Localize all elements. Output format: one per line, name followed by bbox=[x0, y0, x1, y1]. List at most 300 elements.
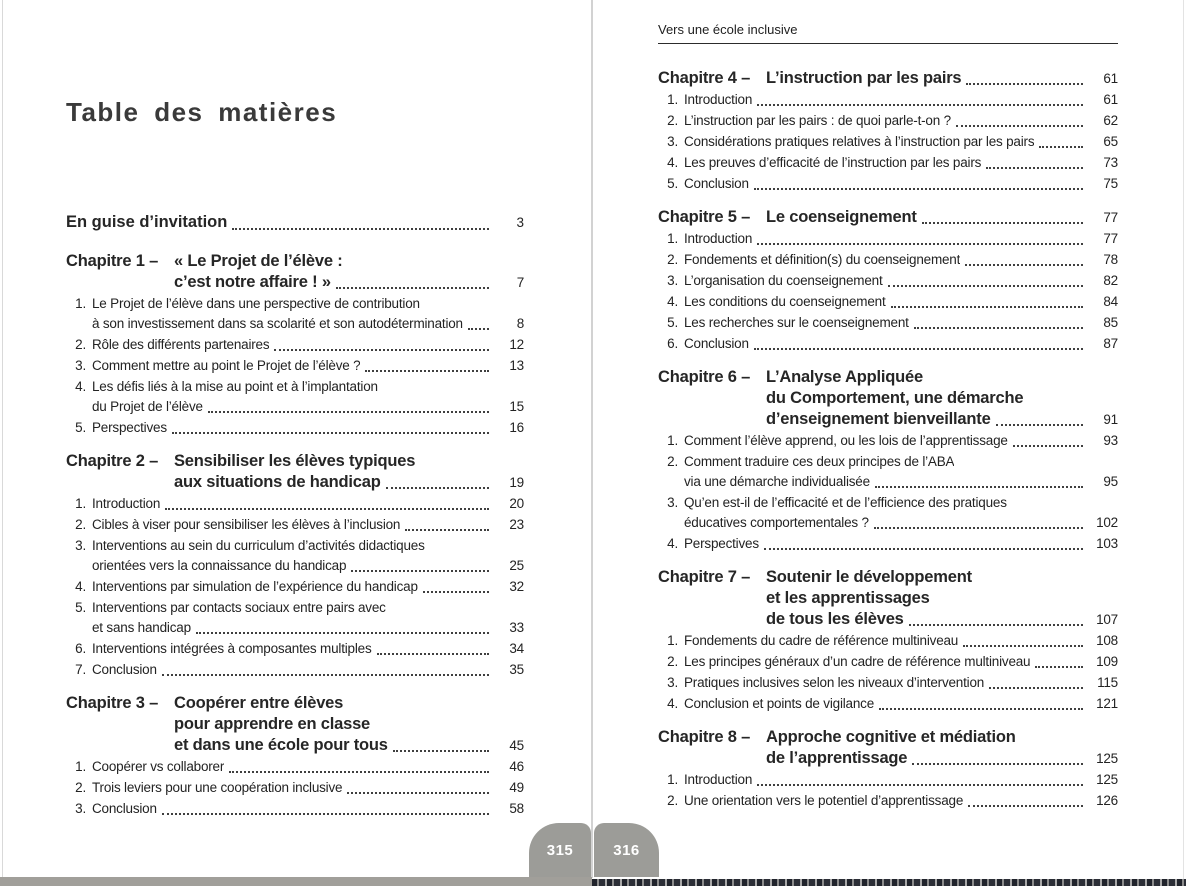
toc-item-line bbox=[658, 452, 1118, 472]
dot-leader bbox=[386, 487, 489, 489]
page-tab-left-number: 315 bbox=[546, 841, 574, 859]
dot-leader bbox=[891, 306, 1084, 308]
toc-item bbox=[66, 577, 524, 597]
item-text: via une démarche individualisée bbox=[684, 474, 870, 489]
right-chapter-list bbox=[658, 68, 1118, 811]
item-text: Une orientation vers le potentiel d’apprentissage bbox=[684, 793, 964, 808]
toc-item-line bbox=[66, 577, 524, 597]
item-text: Introduction bbox=[684, 231, 753, 246]
toc-item bbox=[658, 452, 1118, 492]
item-number: 1. bbox=[667, 633, 678, 648]
dot-leader bbox=[986, 167, 1083, 169]
toc-item bbox=[66, 598, 524, 638]
toc-item-line bbox=[658, 694, 1118, 714]
dot-leader bbox=[914, 327, 1083, 329]
item-text: Interventions par contacts sociaux entre pairs avec bbox=[92, 600, 386, 615]
chapter-title: « Le Projet de l’élève : bbox=[174, 252, 343, 270]
chapter-heading-line bbox=[658, 567, 1118, 588]
toc-item bbox=[66, 294, 524, 334]
item-text: Comment mettre au point le Projet de l’élève ? bbox=[92, 358, 361, 373]
page-number: 61 bbox=[1103, 71, 1118, 86]
page-number: 35 bbox=[509, 662, 524, 677]
item-text: Conclusion bbox=[684, 336, 749, 351]
toc-item-line bbox=[658, 90, 1118, 110]
item-number: 2. bbox=[667, 654, 678, 669]
dot-leader bbox=[229, 771, 489, 773]
chapter-heading-line bbox=[66, 714, 524, 735]
toc-item bbox=[66, 377, 524, 417]
item-number: 5. bbox=[667, 176, 678, 191]
chapter-title: et les apprentissages bbox=[766, 589, 930, 607]
dot-leader bbox=[274, 349, 489, 351]
toc-item-line bbox=[658, 673, 1118, 693]
chapter-title: L’Analyse Appliquée bbox=[766, 368, 923, 386]
page-right bbox=[658, 0, 1118, 811]
item-text: du Projet de l’élève bbox=[92, 399, 203, 414]
item-text: L’instruction par les pairs : de quoi parle-t-on ? bbox=[684, 113, 951, 128]
item-number: 1. bbox=[667, 231, 678, 246]
page-number: 19 bbox=[509, 475, 524, 490]
toc-item-line bbox=[658, 513, 1118, 533]
item-number: 4. bbox=[75, 379, 86, 394]
chapter-label: Chapitre 7 – bbox=[658, 568, 751, 586]
toc-item bbox=[66, 778, 524, 798]
chapter-title: pour apprendre en classe bbox=[174, 715, 371, 733]
item-text: Interventions au sein du curriculum d’activités didactiques bbox=[92, 538, 425, 553]
chapter-heading-line bbox=[66, 251, 524, 272]
toc-item bbox=[658, 174, 1118, 194]
chapter-heading-line bbox=[658, 68, 1118, 89]
item-text: Perspectives bbox=[684, 536, 759, 551]
chapter-title: d’enseignement bienveillante bbox=[766, 410, 991, 428]
item-number: 4. bbox=[667, 536, 678, 551]
page-number: 34 bbox=[509, 641, 524, 656]
dot-leader bbox=[989, 687, 1083, 689]
chapter-label: Chapitre 3 – bbox=[66, 694, 159, 712]
toc-item-line bbox=[658, 334, 1118, 354]
chapter-block bbox=[66, 251, 524, 438]
toc-item-line bbox=[66, 799, 524, 819]
toc-item-line bbox=[658, 493, 1118, 513]
item-text: Qu’en est-il de l’efficacité et de l’efficience des pratiques bbox=[684, 495, 1007, 510]
item-number: 3. bbox=[667, 134, 678, 149]
item-text: à son investissement dans sa scolarité et son autodétermination bbox=[92, 316, 463, 331]
toc-item bbox=[66, 757, 524, 777]
chapter-label: Chapitre 4 – bbox=[658, 69, 751, 87]
dot-leader bbox=[764, 548, 1083, 550]
item-number: 3. bbox=[667, 273, 678, 288]
toc-item bbox=[658, 292, 1118, 312]
toc-item-line bbox=[658, 652, 1118, 672]
page-number: 62 bbox=[1103, 113, 1118, 128]
dot-leader bbox=[996, 424, 1083, 426]
item-number: 3. bbox=[75, 358, 86, 373]
page-number: 23 bbox=[509, 517, 524, 532]
left-chapter-list bbox=[66, 251, 524, 819]
toc-item bbox=[66, 418, 524, 438]
toc-item bbox=[658, 431, 1118, 451]
toc-item-line bbox=[658, 153, 1118, 173]
toc-item-line bbox=[658, 292, 1118, 312]
item-text: Les preuves d’efficacité de l’instruction par les pairs bbox=[684, 155, 982, 170]
item-text: Conclusion bbox=[92, 801, 157, 816]
dot-leader bbox=[757, 784, 1083, 786]
chapter-heading-line bbox=[66, 451, 524, 472]
chapter-block bbox=[658, 567, 1118, 714]
item-number: 1. bbox=[667, 772, 678, 787]
chapter-title: Soutenir le développement bbox=[766, 568, 972, 586]
page-number: 73 bbox=[1103, 155, 1118, 170]
page-number: 107 bbox=[1096, 612, 1118, 627]
dot-leader bbox=[879, 708, 1083, 710]
toc-item bbox=[658, 111, 1118, 131]
page-number: 3 bbox=[516, 215, 524, 230]
item-number: 2. bbox=[75, 517, 86, 532]
toc-item-line bbox=[658, 472, 1118, 492]
toc-item bbox=[658, 90, 1118, 110]
page-number: 16 bbox=[509, 420, 524, 435]
item-text: Conclusion bbox=[92, 662, 157, 677]
item-text: Rôle des différents partenaires bbox=[92, 337, 270, 352]
item-number: 1. bbox=[667, 92, 678, 107]
chapter-heading-line bbox=[66, 272, 524, 293]
toc-item bbox=[658, 271, 1118, 291]
item-text: Les défis liés à la mise au point et à l’implantation bbox=[92, 379, 378, 394]
item-text: Trois leviers pour une coopération inclusive bbox=[92, 780, 343, 795]
item-text: Comment traduire ces deux principes de l’ABA bbox=[684, 454, 955, 469]
page-tab-right bbox=[594, 823, 659, 877]
item-text: et sans handicap bbox=[92, 620, 191, 635]
page-number: 121 bbox=[1096, 696, 1118, 711]
dot-leader bbox=[757, 104, 1083, 106]
dot-leader bbox=[423, 591, 489, 593]
chapter-block bbox=[658, 727, 1118, 811]
page-gutter-line bbox=[591, 0, 593, 878]
item-text: Pratiques inclusives selon les niveaux d’intervention bbox=[684, 675, 985, 690]
dot-leader bbox=[909, 624, 1083, 626]
item-text: Conclusion bbox=[684, 176, 749, 191]
dot-leader bbox=[968, 805, 1083, 807]
dot-leader bbox=[965, 264, 1083, 266]
item-text: Introduction bbox=[684, 772, 753, 787]
chapter-heading-line bbox=[658, 409, 1118, 430]
chapter-title: c’est notre affaire ! » bbox=[174, 273, 331, 291]
item-text: L’organisation du coenseignement bbox=[684, 273, 883, 288]
item-number: 3. bbox=[667, 495, 678, 510]
dot-leader bbox=[165, 508, 489, 510]
chapter-heading-line bbox=[658, 207, 1118, 228]
dot-leader bbox=[757, 243, 1083, 245]
item-text: éducatives comportementales ? bbox=[684, 515, 869, 530]
dot-leader bbox=[172, 432, 489, 434]
dot-leader bbox=[208, 411, 489, 413]
page-number: 85 bbox=[1103, 315, 1118, 330]
toc-item-line bbox=[658, 271, 1118, 291]
chapter-title: L’instruction par les pairs bbox=[766, 69, 962, 87]
chapter-heading-line bbox=[658, 367, 1118, 388]
toc-item bbox=[66, 515, 524, 535]
chapter-block bbox=[658, 68, 1118, 194]
item-number: 3. bbox=[75, 538, 86, 553]
toc-item bbox=[658, 153, 1118, 173]
page-number: 125 bbox=[1096, 751, 1118, 766]
toc-item-line bbox=[66, 335, 524, 355]
dot-leader bbox=[956, 125, 1083, 127]
page-number: 103 bbox=[1096, 536, 1118, 551]
toc-item-line bbox=[658, 250, 1118, 270]
toc-item-line bbox=[658, 132, 1118, 152]
chapter-title: et dans une école pour tous bbox=[174, 736, 388, 754]
page-number: 109 bbox=[1096, 654, 1118, 669]
item-number: 2. bbox=[667, 454, 678, 469]
page-number: 78 bbox=[1103, 252, 1118, 267]
page-number: 33 bbox=[509, 620, 524, 635]
page-number: 115 bbox=[1097, 675, 1118, 690]
item-number: 1. bbox=[75, 496, 86, 511]
item-number: 7. bbox=[75, 662, 86, 677]
toc-item bbox=[66, 494, 524, 514]
page-number: 91 bbox=[1103, 412, 1118, 427]
toc-item bbox=[658, 229, 1118, 249]
dot-leader bbox=[347, 792, 489, 794]
item-text: Les recherches sur le coenseignement bbox=[684, 315, 909, 330]
toc-item-line bbox=[66, 598, 524, 618]
chapter-title: aux situations de handicap bbox=[174, 473, 381, 491]
chapter-block bbox=[658, 207, 1118, 354]
toc-item-line bbox=[658, 534, 1118, 554]
chapter-title: du Comportement, une démarche bbox=[766, 389, 1024, 407]
toc-item-line bbox=[66, 757, 524, 777]
running-header-text: Vers une école inclusive bbox=[658, 22, 798, 37]
dot-leader bbox=[196, 632, 489, 634]
dot-leader bbox=[874, 527, 1083, 529]
page-number: 87 bbox=[1103, 336, 1118, 351]
chapter-label: Chapitre 1 – bbox=[66, 252, 159, 270]
item-number: 5. bbox=[75, 600, 86, 615]
page-number: 75 bbox=[1103, 176, 1118, 191]
item-number: 1. bbox=[75, 759, 86, 774]
toc-item-line bbox=[658, 111, 1118, 131]
dot-leader bbox=[1035, 666, 1083, 668]
toc-item-line bbox=[658, 313, 1118, 333]
item-number: 2. bbox=[667, 252, 678, 267]
item-text: Introduction bbox=[92, 496, 161, 511]
dot-leader bbox=[963, 645, 1083, 647]
item-text: Coopérer vs collaborer bbox=[92, 759, 225, 774]
toc-item-line bbox=[658, 229, 1118, 249]
page-number: 95 bbox=[1103, 474, 1118, 489]
item-number: 2. bbox=[667, 113, 678, 128]
toc-item bbox=[658, 694, 1118, 714]
toc-entry-front bbox=[66, 211, 524, 234]
dot-leader bbox=[405, 529, 489, 531]
chapter-heading-line bbox=[658, 748, 1118, 769]
item-text: Introduction bbox=[684, 92, 753, 107]
dot-leader bbox=[393, 750, 489, 752]
dot-leader bbox=[888, 285, 1084, 287]
toc-item-line bbox=[658, 431, 1118, 451]
item-number: 3. bbox=[667, 675, 678, 690]
dot-leader bbox=[365, 370, 489, 372]
chapter-label: Chapitre 5 – bbox=[658, 208, 751, 226]
page-number: 13 bbox=[509, 358, 524, 373]
toc-item-line bbox=[66, 556, 524, 576]
dot-leader bbox=[377, 653, 489, 655]
item-number: 4. bbox=[667, 696, 678, 711]
chapter-heading-line bbox=[66, 735, 524, 756]
dot-leader bbox=[336, 287, 489, 289]
item-number: 3. bbox=[75, 801, 86, 816]
page-number: 84 bbox=[1103, 294, 1118, 309]
chapter-title: Le coenseignement bbox=[766, 208, 917, 226]
dot-leader bbox=[162, 813, 489, 815]
toc-item-line bbox=[658, 770, 1118, 790]
item-text: Le Projet de l’élève dans une perspective de contribution bbox=[92, 296, 420, 311]
chapter-label: Chapitre 6 – bbox=[658, 368, 751, 386]
item-number: 2. bbox=[75, 780, 86, 795]
item-text: Comment l’élève apprend, ou les lois de l’apprentissage bbox=[684, 433, 1008, 448]
scan-strip-left bbox=[0, 877, 592, 886]
dot-leader bbox=[468, 328, 489, 330]
toc-item-line bbox=[66, 536, 524, 556]
toc-item bbox=[66, 536, 524, 576]
page-number: 126 bbox=[1096, 793, 1118, 808]
page-number: 61 bbox=[1103, 92, 1118, 107]
dot-leader bbox=[875, 486, 1083, 488]
dot-leader bbox=[1039, 146, 1083, 148]
dot-leader bbox=[232, 228, 489, 230]
toc-item-line bbox=[66, 397, 524, 417]
toc-item-line bbox=[66, 778, 524, 798]
toc-item bbox=[658, 250, 1118, 270]
toc-item bbox=[66, 356, 524, 376]
item-text: Interventions par simulation de l’expérience du handicap bbox=[92, 579, 418, 594]
page-number: 108 bbox=[1096, 633, 1118, 648]
chapter-label: Chapitre 2 – bbox=[66, 452, 159, 470]
running-header bbox=[658, 22, 1118, 44]
chapter-title: Coopérer entre élèves bbox=[174, 694, 344, 712]
item-text: Cibles à viser pour sensibiliser les élèves à l’inclusion bbox=[92, 517, 401, 532]
front-entry-label: En guise d’invitation bbox=[66, 213, 228, 231]
chapter-heading-line bbox=[66, 693, 524, 714]
toc-item-line bbox=[66, 618, 524, 638]
page-number: 12 bbox=[509, 337, 524, 352]
item-number: 6. bbox=[75, 641, 86, 656]
item-text: Considérations pratiques relatives à l’instruction par les pairs bbox=[684, 134, 1035, 149]
toc-item bbox=[66, 660, 524, 680]
item-number: 1. bbox=[75, 296, 86, 311]
page-number: 8 bbox=[516, 316, 524, 331]
toc-item bbox=[658, 313, 1118, 333]
page-number: 46 bbox=[509, 759, 524, 774]
toc-item-line bbox=[658, 174, 1118, 194]
page-title: Table des matières bbox=[66, 97, 338, 127]
toc-item-line bbox=[66, 418, 524, 438]
dot-leader bbox=[162, 674, 489, 676]
chapter-title: Approche cognitive et médiation bbox=[766, 728, 1016, 746]
toc-item-line bbox=[66, 314, 524, 334]
page-number: 15 bbox=[509, 399, 524, 414]
chapter-title: Sensibiliser les élèves typiques bbox=[174, 452, 416, 470]
page-number: 25 bbox=[509, 558, 524, 573]
chapter-label: Chapitre 8 – bbox=[658, 728, 751, 746]
toc-item bbox=[66, 335, 524, 355]
toc-item bbox=[658, 534, 1118, 554]
toc-item bbox=[658, 652, 1118, 672]
toc-item bbox=[658, 791, 1118, 811]
chapter-heading-line bbox=[658, 609, 1118, 630]
chapter-block bbox=[66, 451, 524, 680]
toc-item bbox=[66, 799, 524, 819]
page-number: 77 bbox=[1103, 210, 1118, 225]
item-number: 2. bbox=[667, 793, 678, 808]
item-text: Interventions intégrées à composantes multiples bbox=[92, 641, 372, 656]
page-number: 82 bbox=[1103, 273, 1118, 288]
item-number: 2. bbox=[75, 337, 86, 352]
page-number: 58 bbox=[509, 801, 524, 816]
toc-item bbox=[658, 493, 1118, 533]
page-number: 49 bbox=[509, 780, 524, 795]
dot-leader bbox=[754, 348, 1083, 350]
scan-edge-right bbox=[1183, 0, 1184, 886]
dot-leader bbox=[351, 570, 489, 572]
chapter-block bbox=[66, 693, 524, 819]
item-number: 5. bbox=[75, 420, 86, 435]
item-text: Fondements et définition(s) du coenseignement bbox=[684, 252, 961, 267]
item-text: Fondements du cadre de référence multiniveau bbox=[684, 633, 959, 648]
toc-item bbox=[658, 132, 1118, 152]
toc-item bbox=[658, 770, 1118, 790]
chapter-heading-line bbox=[658, 588, 1118, 609]
item-text: Les conditions du coenseignement bbox=[684, 294, 886, 309]
page-number: 93 bbox=[1103, 433, 1118, 448]
toc-item-line bbox=[66, 660, 524, 680]
toc-item-line bbox=[66, 494, 524, 514]
chapter-block bbox=[658, 367, 1118, 554]
dot-leader bbox=[1013, 445, 1083, 447]
toc-item bbox=[658, 673, 1118, 693]
item-number: 4. bbox=[667, 155, 678, 170]
toc-item-line bbox=[658, 631, 1118, 651]
toc-item-line bbox=[66, 294, 524, 314]
chapter-heading-line bbox=[66, 472, 524, 493]
scan-strip-right bbox=[592, 879, 1186, 886]
chapter-heading-line bbox=[658, 388, 1118, 409]
toc-item-line bbox=[66, 515, 524, 535]
page-number: 7 bbox=[516, 275, 524, 290]
item-number: 1. bbox=[667, 433, 678, 448]
page-number: 102 bbox=[1096, 515, 1118, 530]
item-text: Perspectives bbox=[92, 420, 167, 435]
item-text: Conclusion et points de vigilance bbox=[684, 696, 875, 711]
chapter-heading-line bbox=[658, 727, 1118, 748]
page-tab-left bbox=[529, 823, 591, 877]
dot-leader bbox=[966, 83, 1083, 85]
item-number: 5. bbox=[667, 315, 678, 330]
page-number: 77 bbox=[1103, 231, 1118, 246]
page-number: 45 bbox=[509, 738, 524, 753]
scan-edge-left bbox=[2, 0, 3, 886]
page-left bbox=[66, 0, 524, 819]
item-number: 6. bbox=[667, 336, 678, 351]
toc-item bbox=[658, 334, 1118, 354]
page-number: 32 bbox=[509, 579, 524, 594]
toc-item-line bbox=[658, 791, 1118, 811]
page-number: 20 bbox=[509, 496, 524, 511]
toc-item-line bbox=[66, 639, 524, 659]
page-number: 65 bbox=[1103, 134, 1118, 149]
item-text: Les principes généraux d’un cadre de référence multiniveau bbox=[684, 654, 1031, 669]
